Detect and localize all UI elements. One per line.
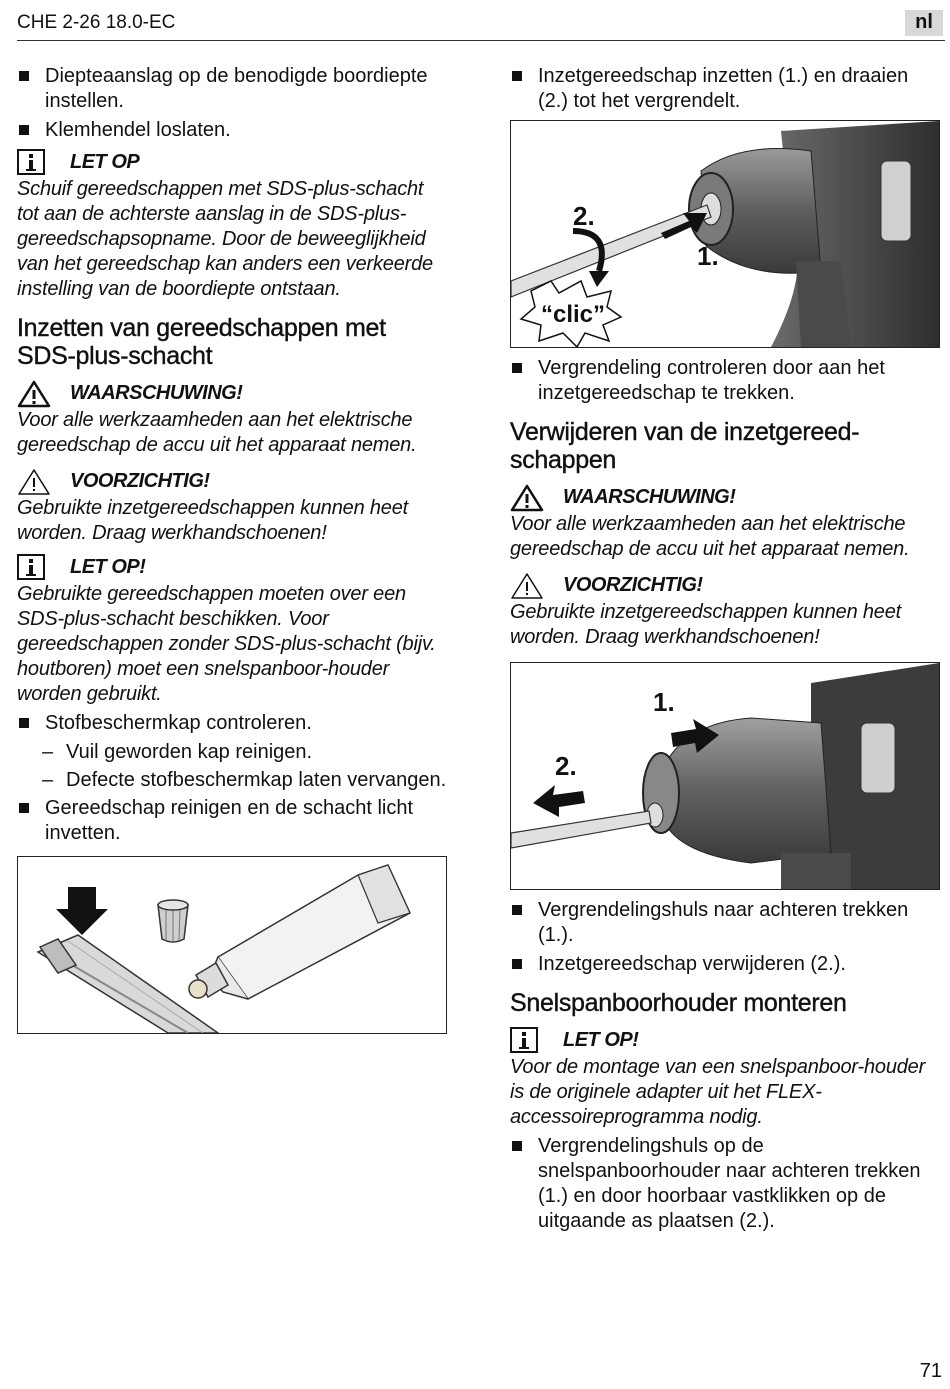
left-column	[17, 64, 449, 1034]
caution-triangle-icon	[17, 468, 51, 496]
list-item: Vergrendelingshuls naar achteren trekken (1.).	[510, 898, 942, 948]
list-item: Stofbeschermkap controleren.	[17, 711, 449, 736]
step-label-2: 2.	[573, 201, 595, 231]
list-item: Inzetgereedschap inzetten (1.) en draaien (2.) tot het vergrendelt.	[510, 64, 942, 114]
page-number: 71	[919, 1360, 942, 1382]
info-icon	[17, 149, 45, 175]
right-column	[510, 64, 942, 1238]
section-heading: Inzetten van gereedschappen met SDS-plus-schacht	[17, 314, 386, 370]
list-item: Vergrendeling controleren door aan het inzetgereedschap te trekken.	[510, 356, 942, 406]
insert-tool-figure	[510, 120, 940, 348]
warning-text: Voor alle werkzaamheden aan het elektrische gereedschap de accu uit het apparaat nemen.	[510, 513, 910, 560]
list-item: Gereedschap reinigen en de schacht licht invetten.	[17, 796, 449, 846]
note-text: Gebruikte gereedschappen moeten over een SDS-plus-schacht beschikken. Voor gereedschappen zonder SDS-plus-schacht (bijv. houtboren) moet een snelspanboor-houder worden gebruikt.	[17, 583, 436, 705]
note-title: LET OP	[17, 149, 449, 177]
caution-title: VOORZICHTIG!	[510, 572, 942, 600]
section-heading: Snelspanboorhouder monteren	[510, 989, 847, 1017]
step-label-1: 1.	[653, 687, 675, 717]
arrow-left-icon	[533, 785, 585, 817]
clic-sound-label: “clic”	[541, 301, 606, 328]
bullet-square-icon	[512, 959, 522, 969]
warning-triangle-icon	[17, 380, 51, 408]
grease-tube	[189, 865, 410, 999]
warning-triangle-icon	[510, 484, 544, 512]
remove-tool-figure	[510, 662, 940, 890]
bullet-square-icon	[19, 803, 29, 813]
note-text: Voor de montage van een snelspanboor-houder is de originele adapter uit het FLEX-accessoireprogramma nodig.	[510, 1056, 926, 1128]
note-title: LET OP!	[17, 554, 449, 582]
caution-title: VOORZICHTIG!	[17, 468, 449, 496]
warning-text: Voor alle werkzaamheden aan het elektrische gereedschap de accu uit het apparaat nemen.	[17, 409, 417, 456]
list-subitem: – Defecte stofbeschermkap laten vervangen.	[42, 769, 447, 791]
language-badge: nl	[905, 10, 943, 36]
warning-title: WAARSCHUWING!	[17, 380, 449, 408]
grease-figure	[17, 856, 447, 1034]
info-icon	[17, 554, 45, 580]
info-icon	[510, 1027, 538, 1053]
bullet-square-icon	[512, 71, 522, 81]
list-item: Klemhendel loslaten.	[17, 118, 449, 143]
caution-triangle-icon	[510, 572, 544, 600]
list-subitem: – Vuil geworden kap reinigen.	[42, 741, 313, 763]
bullet-square-icon	[512, 905, 522, 915]
model-name: CHE 2-26 18.0-EC	[17, 12, 176, 33]
arrow-down-icon	[68, 887, 96, 909]
section-heading: Verwijderen van de inzetgereed-schappen	[510, 418, 860, 474]
step-label-2: 2.	[555, 751, 577, 781]
bullet-square-icon	[512, 363, 522, 373]
dash-marker: –	[42, 741, 54, 763]
step-label-1: 1.	[697, 241, 719, 271]
warning-title: WAARSCHUWING!	[510, 484, 942, 512]
list-item: Diepteaanslag op de benodigde boordiepte instellen.	[17, 64, 449, 114]
bullet-square-icon	[19, 71, 29, 81]
grease-illustration	[18, 857, 446, 1033]
note-text: Schuif gereedschappen met SDS-plus-schacht tot aan de achterste aanslag in de SDS-plus-gereedschapsopname. Door de beweeglijkheid van het gereedschap kan anders een verkeerde instelling van de boordiepte ontstaan.	[17, 178, 433, 300]
bullet-square-icon	[19, 718, 29, 728]
caution-text: Gebruikte inzetgereedschappen kunnen heet worden. Draag werkhandschoenen!	[510, 601, 901, 648]
dash-marker: –	[42, 769, 54, 791]
bullet-square-icon	[19, 125, 29, 135]
bullet-square-icon	[512, 1141, 522, 1151]
page-header	[17, 10, 945, 41]
list-item: Vergrendelingshuls op de snelspanboorhouder naar achteren trekken (1.) en door hoorbaar vastklikken op de uitgaande as plaatsen (2.).	[510, 1134, 942, 1234]
caution-text: Gebruikte inzetgereedschappen kunnen heet worden. Draag werkhandschoenen!	[17, 497, 408, 544]
note-title: LET OP!	[510, 1027, 942, 1055]
list-item: Inzetgereedschap verwijderen (2.).	[510, 952, 942, 977]
tube-cap	[158, 900, 188, 943]
